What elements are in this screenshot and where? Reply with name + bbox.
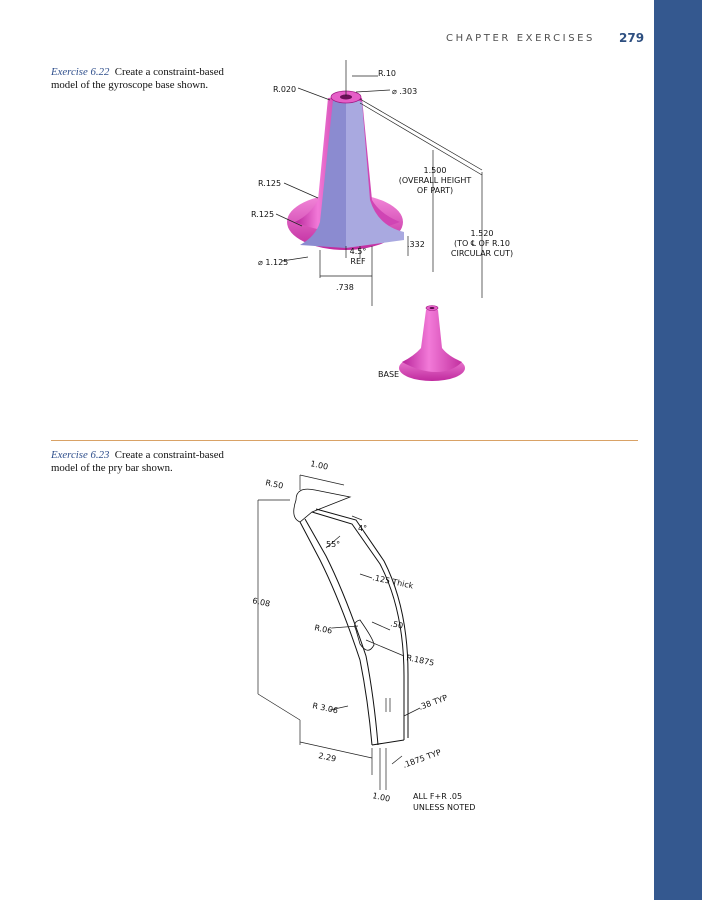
dim-1500-line1: 1.500 [423,166,447,175]
dim-r020: R.020 [273,85,297,94]
dim-1520-line3: CIRCULAR CUT) [450,249,514,258]
dim-2-29: 2.29 [317,751,337,764]
figure-caption-base: BASE [378,370,400,379]
dim-r125-lower: R.125 [251,210,275,219]
dim-1-00-bottom: 1.00 [371,791,391,804]
note-line-1: ALL F+R .05 [413,792,463,801]
dim-r125-upper: R.125 [258,179,282,188]
dim-angle: 4.5° [349,247,367,256]
note-line-2: UNLESS NOTED [413,803,476,812]
dim-1875-typ: .1875 TYP [401,747,443,770]
gyroscope-section-view [287,91,404,250]
dim-r010: R.10 [378,69,396,78]
dim-dia-303: ⌀ .303 [392,87,418,96]
gyroscope-shaded-view [399,306,465,382]
dim-55-deg: 55° [326,540,341,549]
dim-dia-1125: ⌀ 1.125 [258,258,289,267]
dim-38-typ: .38 TYP [417,693,449,712]
dim-332: .332 [407,240,425,249]
dimension-lines-623 [258,475,420,790]
dim-1520-line1: 1.520 [470,229,494,238]
dim-r1875: R.1875 [405,653,436,668]
pry-bar-outline [294,489,408,745]
exercise-label: Exercise 6.23 [51,449,110,461]
exercise-label: Exercise 6.22 [51,66,110,78]
running-head: CHAPTER EXERCISES [446,33,596,44]
exercise-text: Create a constraint-based model of the pry bar shown. [51,449,224,474]
dim-r06: R.06 [313,623,334,636]
page-number: 279 [619,31,645,45]
dim-50: .50 [389,619,404,631]
dim-1500-line2: (OVERALL HEIGHT [398,176,472,185]
dim-1520-line2: (TO ℄ OF R.10 [454,239,510,248]
dim-1500-line3: OF PART) [416,186,454,195]
dim-r3-06: R 3.06 [311,701,339,716]
dim-angle-ref: REF [350,257,366,266]
dim-1-00-top: 1.00 [309,459,329,472]
dim-738: .738 [336,283,354,292]
dim-125-thick: .125 Thick [371,573,415,591]
exercise-text: Create a constraint-based model of the gyroscope base shown. [51,66,224,91]
dim-4-deg: 4° [358,524,368,533]
dim-r50: R.50 [264,478,285,491]
dim-6-08: 6.08 [251,596,271,609]
